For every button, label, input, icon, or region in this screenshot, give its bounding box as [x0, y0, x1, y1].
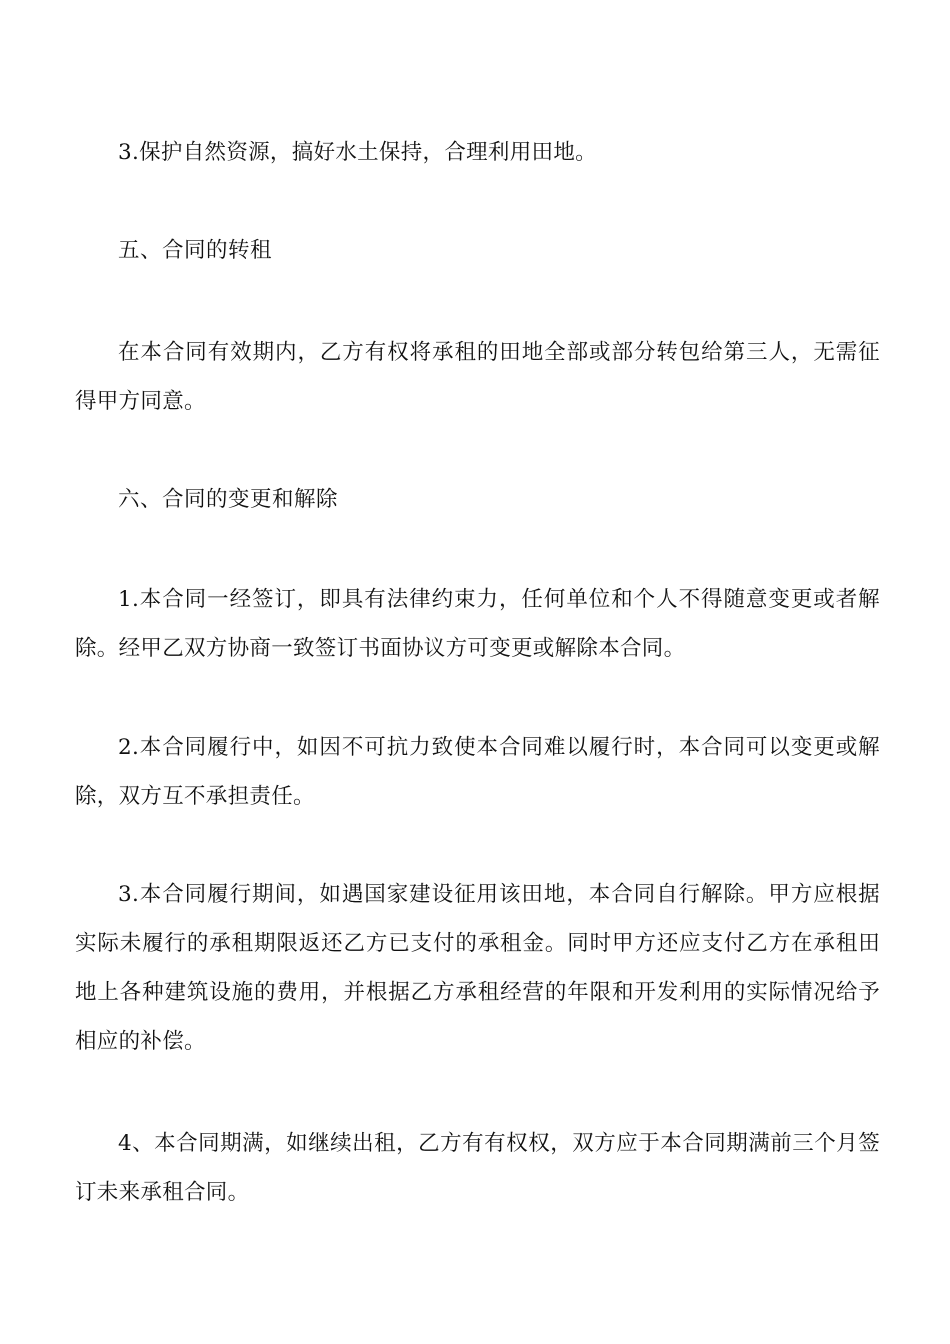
section-6-clause-4: 4、本合同期满，如继续出租，乙方有有权权，双方应于本合同期满前三个月签订未来承租合同。	[75, 1131, 880, 1205]
section-6-heading: 六、合同的变更和解除	[118, 487, 339, 512]
clause-3-protect-resources: 3.保护自然资源，搞好水土保持，合理利用田地。	[118, 140, 597, 165]
section-5-body: 在本合同有效期内，乙方有权将承租的田地全部或部分转包给第三人，无需征得甲方同意。	[75, 340, 880, 414]
section-5-heading: 五、合同的转租	[118, 238, 273, 263]
section-6-clause-3: 3.本合同履行期间，如遇国家建设征用该田地，本合同自行解除。甲方应根据实际未履行的承租期限返还乙方已支付的承租金。同时甲方还应支付乙方在承租田地上各种建筑设施的费用，并根据乙方承租经营的年限和开发利用的实际情况给予相应的补偿。	[75, 882, 880, 1054]
section-6-clause-1: 1.本合同一经签订，即具有法律约束力，任何单位和个人不得随意变更或者解除。经甲乙双方协商一致签订书面协议方可变更或解除本合同。	[75, 587, 880, 661]
section-6-clause-2: 2.本合同履行中，如因不可抗力致使本合同难以履行时，本合同可以变更或解除，双方互不承担责任。	[75, 735, 880, 809]
